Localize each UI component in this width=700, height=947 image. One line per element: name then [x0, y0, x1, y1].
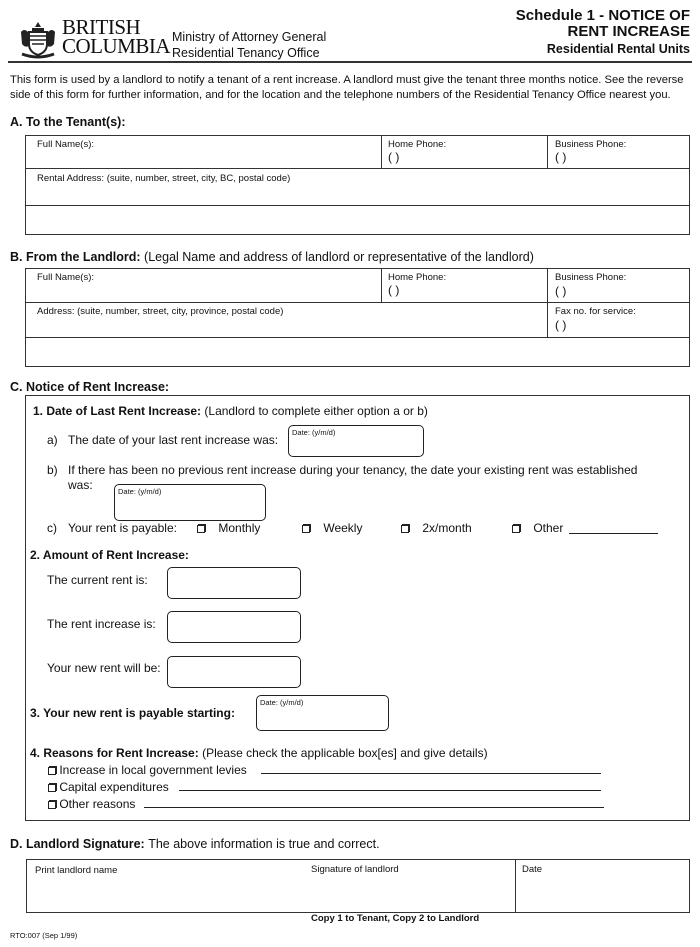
rental-address-field[interactable] — [27, 185, 687, 204]
intro-text — [10, 73, 695, 102]
option-label: Weekly — [323, 521, 363, 535]
divider — [381, 135, 382, 169]
reason-label: Capital expenditures — [59, 780, 169, 794]
reason-capital-details[interactable] — [179, 778, 601, 791]
tenant-full-name-label: Full Name(s): — [37, 139, 95, 150]
item-1-title: 1. Date of Last Rent Increase: — [33, 404, 202, 418]
item-4-title: 4. Reasons for Rent Increase: — [30, 746, 199, 760]
option-label: Monthly — [218, 521, 261, 535]
section-b-heading — [10, 250, 534, 264]
reason-other[interactable] — [48, 797, 135, 811]
last-increase-date-input[interactable] — [288, 425, 424, 457]
divider — [547, 268, 548, 338]
reason-levies[interactable] — [48, 763, 247, 777]
signature-date-label: Date — [522, 864, 543, 875]
item-1-note: (Landlord to complete either option a or b) — [204, 404, 428, 418]
payable-weekly-option[interactable] — [302, 521, 362, 535]
item-2-heading: 2. Amount of Rent Increase: — [30, 548, 189, 562]
divider — [25, 302, 690, 303]
option-label: 2x/month — [422, 521, 472, 535]
intro-line-1: This form is used by a landlord to notify a tenant of a rent increase. A landlord must give the tenant three months notice. See the reverse — [10, 74, 684, 86]
checkbox-icon[interactable] — [302, 525, 310, 533]
option-c-text: Your rent is payable: — [68, 521, 177, 535]
date-format-label: Date: (y/m/d) — [118, 487, 162, 496]
print-name-field[interactable] — [28, 877, 308, 911]
payable-other-field[interactable] — [569, 521, 658, 534]
rental-address-label: Rental Address: (suite, number, street, city, BC, postal code) — [37, 173, 291, 184]
rent-established-date-input[interactable] — [114, 484, 266, 521]
reason-levies-details[interactable] — [261, 761, 601, 774]
form-subtitle: Residential Rental Units — [546, 42, 690, 56]
item-4-note: (Please check the applicable box[es] and give details) — [202, 746, 488, 760]
landlord-address-field[interactable] — [27, 318, 545, 336]
section-d-title: D. Landlord Signature: — [10, 837, 145, 851]
section-a-heading: A. To the Tenant(s): — [10, 115, 126, 129]
section-d-note: The above information is true and correct. — [148, 837, 380, 851]
bc-coat-of-arms-icon — [18, 20, 58, 60]
payable-monthly-option[interactable] — [197, 521, 260, 535]
option-label: Other — [533, 521, 564, 535]
option-a-marker: a) — [47, 433, 58, 447]
landlord-business-phone-field[interactable]: ( ) — [555, 284, 567, 298]
item-1-heading — [33, 404, 428, 418]
form-title — [516, 8, 690, 57]
option-a-text: The date of your last rent increase was: — [68, 433, 279, 447]
copies-note: Copy 1 to Tenant, Copy 2 to Landlord — [311, 913, 480, 924]
current-rent-input[interactable] — [167, 567, 301, 599]
option-b-text-2: was: — [68, 478, 93, 492]
checkbox-icon[interactable] — [48, 784, 56, 792]
divider — [381, 268, 382, 303]
signature-field[interactable] — [310, 877, 513, 911]
office-name: Residential Tenancy Office — [172, 46, 320, 60]
reason-other-details[interactable] — [144, 795, 604, 808]
landlord-address-field-line-2[interactable] — [27, 339, 687, 365]
header-divider — [8, 61, 692, 63]
landlord-business-phone-label: Business Phone: — [555, 272, 627, 283]
current-rent-label: The current rent is: — [47, 573, 148, 587]
tenant-business-phone-field[interactable]: ( ) — [555, 150, 567, 164]
reason-label: Increase in local government levies — [59, 763, 247, 777]
checkbox-icon[interactable] — [401, 525, 409, 533]
rental-address-field-line-2[interactable] — [27, 207, 687, 233]
tenant-home-phone-label: Home Phone: — [388, 139, 447, 150]
divider — [25, 168, 690, 169]
tenant-full-name-field[interactable] — [27, 150, 379, 167]
bc-logo-wordmark — [62, 15, 171, 58]
reason-label: Other reasons — [59, 797, 136, 811]
new-rent-input[interactable] — [167, 656, 301, 688]
date-format-label: Date: (y/m/d) — [292, 428, 336, 437]
new-rent-start-date-input[interactable] — [256, 695, 389, 731]
reason-capital[interactable] — [48, 780, 169, 794]
section-b-note: (Legal Name and address of landlord or representative of the landlord) — [144, 250, 534, 264]
landlord-address-label: Address: (suite, number, street, city, province, postal code) — [37, 306, 284, 317]
landlord-full-name-field[interactable] — [27, 283, 379, 301]
landlord-home-phone-field[interactable]: ( ) — [388, 283, 400, 297]
checkbox-icon[interactable] — [197, 525, 205, 533]
rent-increase-label: The rent increase is: — [47, 617, 156, 631]
signature-date-field[interactable] — [517, 877, 688, 911]
ministry-name: Ministry of Attorney General — [172, 30, 327, 44]
date-format-label: Date: (y/m/d) — [260, 698, 304, 707]
item-3-heading: 3. Your new rent is payable starting: — [30, 706, 235, 720]
option-b-text: If there has been no previous rent increase during your tenancy, the date your existing rent was established — [68, 463, 638, 477]
divider — [547, 135, 548, 169]
section-b-title: B. From the Landlord: — [10, 250, 141, 264]
payable-other-option[interactable] — [512, 521, 563, 535]
tenant-business-phone-label: Business Phone: — [555, 139, 627, 150]
ministry-block — [172, 29, 326, 61]
rent-increase-input[interactable] — [167, 611, 301, 643]
form-id: RTO:007 (Sep 1/99) — [10, 931, 78, 940]
title-line-1: Schedule 1 - NOTICE OF — [515, 7, 690, 24]
landlord-full-name-label: Full Name(s): — [37, 272, 95, 283]
new-rent-label: Your new rent will be: — [47, 661, 161, 675]
section-c-heading: C. Notice of Rent Increase: — [10, 380, 170, 394]
option-b-marker: b) — [47, 463, 58, 477]
title-line-2: RENT INCREASE — [567, 23, 690, 40]
landlord-home-phone-label: Home Phone: — [388, 272, 447, 283]
logo-line-1: BRITISH — [62, 15, 141, 39]
logo-line-2: COLUMBIA — [62, 34, 171, 58]
signature-label: Signature of landlord — [311, 864, 399, 875]
payable-2x-month-option[interactable] — [401, 521, 472, 535]
fax-label: Fax no. for service: — [555, 306, 636, 317]
print-name-label: Print landlord name — [35, 865, 118, 876]
option-c-marker: c) — [47, 521, 57, 535]
checkbox-icon[interactable] — [48, 767, 56, 775]
checkbox-icon[interactable] — [48, 801, 56, 809]
section-d-heading — [10, 837, 380, 851]
tenant-home-phone-field[interactable]: ( ) — [388, 150, 400, 164]
intro-line-2: side of this form for further information, and for the location and the telephone numbers of the Residential Tenancy Office nearest you. — [10, 88, 671, 101]
checkbox-icon[interactable] — [512, 525, 520, 533]
fax-field[interactable]: ( ) — [555, 318, 567, 332]
item-4-heading — [30, 746, 488, 760]
